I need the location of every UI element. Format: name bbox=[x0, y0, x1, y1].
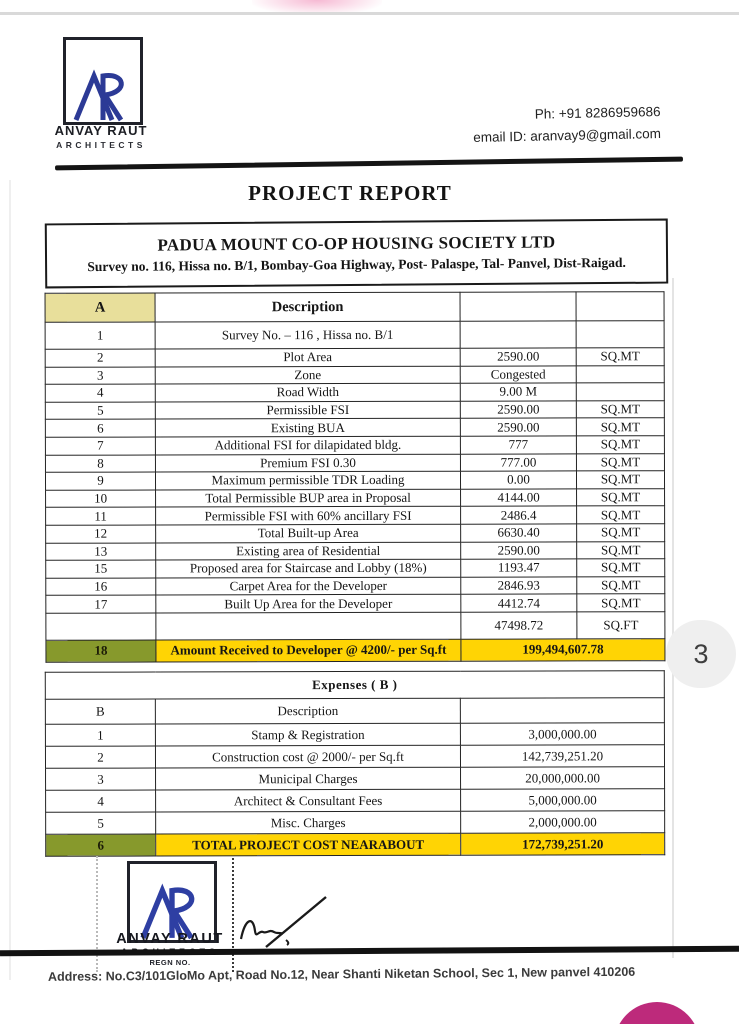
description-cell: Municipal Charges bbox=[156, 767, 461, 790]
header-description-cell: Description bbox=[155, 698, 460, 724]
sr-cell bbox=[46, 613, 156, 640]
unit-cell bbox=[576, 383, 664, 401]
value-cell: 172,739,251.20 bbox=[461, 833, 665, 856]
sr-cell: 15 bbox=[46, 560, 156, 578]
sr-cell: 8 bbox=[45, 455, 155, 473]
table-row bbox=[45, 745, 664, 769]
sr-cell: 16 bbox=[46, 578, 156, 596]
value-cell: 2846.93 bbox=[461, 577, 577, 595]
total-row bbox=[46, 833, 665, 857]
unit-cell: SQ.MT bbox=[577, 541, 665, 559]
unit-cell: SQ.MT bbox=[576, 400, 664, 418]
unit-cell: SQ.MT bbox=[577, 559, 665, 577]
sr-cell: 9 bbox=[45, 472, 155, 490]
signature-scribble-icon bbox=[238, 893, 330, 951]
sr-cell: 12 bbox=[46, 525, 156, 543]
sr-cell: 1 bbox=[45, 322, 155, 349]
contact-block bbox=[473, 101, 662, 149]
value-cell: 1193.47 bbox=[461, 559, 577, 577]
sr-cell: 3 bbox=[45, 367, 155, 385]
sr-cell: 11 bbox=[46, 507, 156, 525]
value-cell: 2,000,000.00 bbox=[461, 811, 665, 834]
description-cell: Carpet Area for the Developer bbox=[156, 577, 461, 595]
sr-cell: 10 bbox=[46, 490, 156, 508]
society-address: Survey no. 116, Hissa no. B/1, Bombay-Goa Highway, Post- Palaspe, Tal- Panvel, Dist-Raigad. bbox=[87, 254, 626, 275]
unit-cell: SQ.MT bbox=[577, 524, 665, 542]
unit-cell: SQ.MT bbox=[576, 471, 664, 489]
table-row bbox=[45, 383, 664, 402]
description-cell: TOTAL PROJECT COST NEARABOUT bbox=[156, 833, 461, 856]
unit-cell: SQ.MT bbox=[576, 418, 664, 436]
value-cell: 777.00 bbox=[460, 453, 576, 471]
value-cell: 6630.40 bbox=[461, 524, 577, 542]
table-row bbox=[45, 400, 664, 419]
value-cell: Congested bbox=[460, 366, 576, 384]
value-cell: 5,000,000.00 bbox=[461, 789, 665, 812]
header-sr-cell: A bbox=[45, 293, 155, 322]
brand-name: ANVAY RAUT bbox=[54, 123, 148, 138]
sr-cell: 2 bbox=[45, 349, 155, 367]
table-row bbox=[46, 541, 665, 560]
value-cell: 4412.74 bbox=[461, 594, 577, 612]
description-cell: Amount Received to Developer @ 4200/- per Sq.ft bbox=[156, 639, 461, 662]
scan-edge-artifact bbox=[9, 180, 11, 980]
table-row bbox=[45, 471, 664, 490]
sr-cell: 1 bbox=[45, 724, 155, 746]
header-description-cell: Description bbox=[155, 292, 460, 322]
table-row bbox=[45, 348, 664, 367]
header-value-cell bbox=[460, 698, 664, 724]
description-cell: Plot Area bbox=[155, 348, 460, 366]
description-cell: Survey No. – 116 , Hissa no. B/1 bbox=[155, 321, 460, 349]
unit-cell: SQ.MT bbox=[577, 594, 665, 612]
description-cell: Premium FSI 0.30 bbox=[155, 454, 460, 472]
header-sr-cell: B bbox=[45, 699, 155, 724]
table-row bbox=[46, 559, 665, 578]
value-cell: 777 bbox=[460, 436, 576, 454]
value-cell: 9.00 M bbox=[460, 383, 576, 401]
unit-cell: SQ.MT bbox=[576, 436, 664, 454]
description-cell: Total Built-up Area bbox=[156, 524, 461, 542]
description-cell: Permissible FSI bbox=[155, 401, 460, 419]
description-cell: Total Permissible BUP area in Proposal bbox=[156, 489, 461, 507]
table-row bbox=[46, 594, 665, 613]
value-cell: 142,739,251.20 bbox=[460, 745, 664, 768]
report-title: PROJECT REPORT bbox=[248, 181, 452, 205]
description-cell: Additional FSI for dilapidated bldg. bbox=[155, 436, 460, 454]
sr-cell: 4 bbox=[45, 384, 155, 402]
floating-action-button[interactable] bbox=[614, 1002, 700, 1024]
description-cell: Proposed area for Staircase and Lobby (18%) bbox=[156, 559, 461, 577]
sr-cell: 2 bbox=[45, 746, 155, 768]
signature bbox=[238, 893, 330, 956]
table-row bbox=[45, 436, 664, 455]
sr-cell: 5 bbox=[46, 812, 156, 834]
table-row bbox=[46, 767, 665, 791]
letterhead-rule bbox=[55, 157, 683, 171]
unit-cell: SQ.MT bbox=[576, 453, 664, 471]
scan-edge-artifact bbox=[672, 278, 674, 958]
sr-cell: 6 bbox=[45, 419, 155, 437]
value-cell: 2486.4 bbox=[461, 506, 577, 524]
value-cell: 2590.00 bbox=[461, 541, 577, 559]
unit-cell bbox=[576, 321, 664, 348]
regn-label: REGN NO. bbox=[149, 958, 191, 967]
description-cell: Misc. Charges bbox=[156, 811, 461, 834]
description-cell: Maximum permissible TDR Loading bbox=[155, 471, 460, 489]
description-cell: Existing area of Residential bbox=[156, 542, 461, 560]
sr-cell: 6 bbox=[46, 834, 156, 856]
page-number: 3 bbox=[693, 638, 709, 669]
table-row bbox=[45, 723, 664, 747]
page-top-divider bbox=[0, 12, 739, 15]
table-row bbox=[45, 453, 664, 472]
table-row bbox=[45, 365, 664, 384]
description-cell: Zone bbox=[155, 366, 460, 384]
table-row bbox=[46, 612, 665, 641]
table-row bbox=[46, 488, 665, 507]
table-row bbox=[46, 576, 665, 595]
section-b-table bbox=[45, 670, 666, 857]
society-header-box bbox=[45, 219, 668, 289]
description-cell: Construction cost @ 2000/- per Sq.ft bbox=[155, 745, 460, 768]
sr-cell: 7 bbox=[45, 437, 155, 455]
value-cell: 2590.00 bbox=[460, 348, 576, 366]
value-cell: 2590.00 bbox=[460, 401, 576, 419]
description-cell: Existing BUA bbox=[155, 419, 460, 437]
ar-monogram-icon bbox=[73, 68, 133, 122]
total-row bbox=[46, 639, 665, 663]
page-number-badge bbox=[666, 620, 736, 688]
table-header-row bbox=[45, 292, 664, 323]
table-row bbox=[45, 321, 664, 350]
value-cell bbox=[460, 321, 576, 348]
sr-cell: 18 bbox=[46, 640, 156, 662]
signature-divider-line bbox=[232, 858, 234, 972]
brand-name-footer: ANVAY RAUT bbox=[116, 931, 224, 947]
value-cell: 47498.72 bbox=[461, 612, 577, 639]
sr-cell: 17 bbox=[46, 595, 156, 613]
header-value-cell bbox=[460, 292, 576, 321]
architect-logo bbox=[63, 37, 143, 125]
table-row bbox=[46, 506, 665, 525]
footer-address: Address: No.C3/101GloMo Apt, Road No.12, Near Shanti Niketan School, Sec 1, New panvel 410206 bbox=[47, 964, 636, 984]
description-cell: Stamp & Registration bbox=[155, 723, 460, 746]
table-row bbox=[45, 418, 664, 437]
table-row bbox=[46, 811, 665, 835]
description-cell: Architect & Consultant Fees bbox=[156, 789, 461, 812]
unit-cell: SQ.MT bbox=[577, 506, 665, 524]
sr-cell: 4 bbox=[46, 790, 156, 812]
description-cell: Road Width bbox=[155, 383, 460, 401]
value-cell: 2590.00 bbox=[460, 418, 576, 436]
brand-subtitle: ARCHITECTS bbox=[56, 140, 146, 150]
email-address: email ID: aranvay9@gmail.com bbox=[473, 126, 662, 146]
value-cell: 20,000,000.00 bbox=[461, 767, 665, 790]
description-cell: Built Up Area for the Developer bbox=[156, 595, 461, 613]
unit-cell: SQ.MT bbox=[577, 488, 665, 506]
value-cell: 0.00 bbox=[460, 471, 576, 489]
sr-cell: 13 bbox=[46, 543, 156, 561]
phone-number: Ph: +91 8286959686 bbox=[534, 104, 661, 122]
table-row bbox=[46, 524, 665, 543]
table-header-row bbox=[45, 698, 664, 725]
value-cell: 3,000,000.00 bbox=[460, 723, 664, 746]
description-cell bbox=[156, 612, 461, 640]
table-row bbox=[46, 789, 665, 813]
unit-cell bbox=[576, 365, 664, 383]
sr-cell: 3 bbox=[46, 768, 156, 790]
section-a-table bbox=[45, 291, 666, 663]
section-title-row bbox=[45, 671, 664, 700]
expenses-title: Expenses ( B ) bbox=[45, 671, 664, 700]
unit-cell: SQ.MT bbox=[577, 576, 665, 594]
value-cell: 4144.00 bbox=[461, 489, 577, 507]
header-unit-cell bbox=[576, 292, 664, 321]
unit-cell: SQ.FT bbox=[577, 612, 665, 639]
unit-cell: SQ.MT bbox=[576, 348, 664, 366]
sr-cell: 5 bbox=[45, 402, 155, 420]
description-cell: Permissible FSI with 60% ancillary FSI bbox=[156, 507, 461, 525]
society-name: PADUA MOUNT CO-OP HOUSING SOCIETY LTD bbox=[157, 232, 556, 255]
value-cell: 199,494,607.78 bbox=[461, 639, 665, 662]
